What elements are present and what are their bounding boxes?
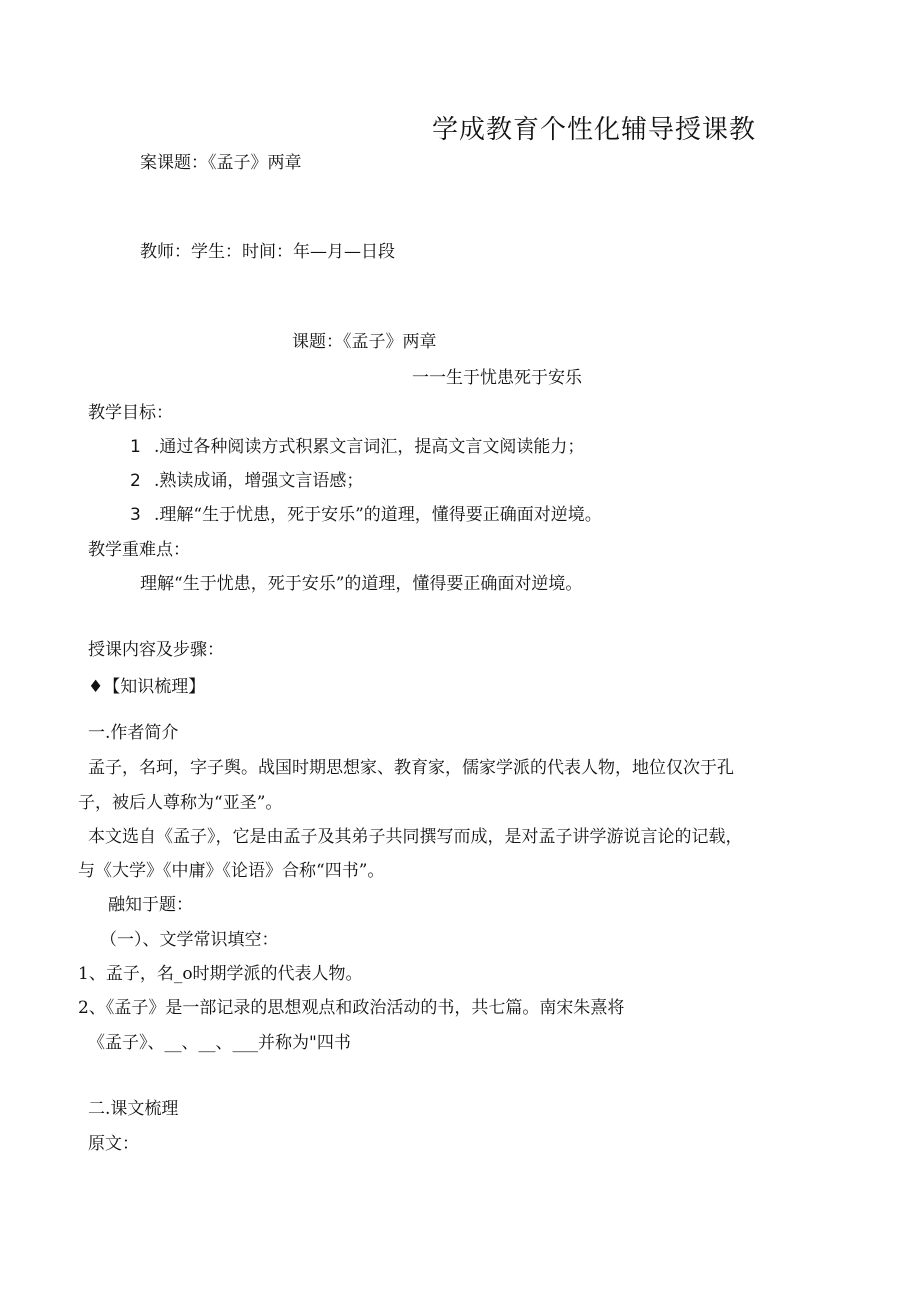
goal-item (130, 470, 363, 492)
goal-text: .理解“生于忧患，死于安乐”的道理，懂得要正确面对逆境。 (154, 505, 602, 525)
goal-item (130, 436, 584, 458)
author-heading: 一.作者简介 (88, 723, 179, 743)
practice-heading: 融知于题： (108, 895, 193, 915)
knowledge-heading: ♦【知识梳理】 (88, 677, 206, 697)
difficulty-heading: 教学重难点： (88, 540, 190, 560)
section-heading: （一）、文学常识填空： (100, 930, 279, 950)
text-heading: 二.课文梳理 (88, 1099, 179, 1119)
goal-number: 1 (130, 437, 141, 457)
author-paragraph-line: 子，被后人尊称为“亚圣”。 (78, 793, 283, 813)
goal-item (130, 504, 602, 526)
difficulty-text: 理解“生于忧患，死于安乐”的道理，懂得要正确面对逆境。 (140, 574, 583, 594)
goals-heading: 教学目标： (88, 403, 173, 423)
question-1: 1、孟子，名_o时期学派的代表人物。 (78, 964, 363, 984)
header-info-line: 教师：学生：时间：年—月—日段 (140, 242, 395, 262)
lesson-subtitle: 一一生于忧患死于安乐 (412, 368, 582, 388)
goal-number: 2 (130, 471, 141, 491)
source-paragraph-line: 本文选自《孟子》，它是由孟子及其弟子共同撰写而成，是对孟子讲学游说言论的记载， (88, 827, 743, 847)
original-text-label: 原文： (88, 1134, 139, 1154)
question-2-line: 《孟子》、__、__、___并称为"四书 (88, 1033, 351, 1053)
source-paragraph-line: 与《大学》《中庸》《论语》合称“四书”。 (78, 861, 385, 881)
document-title: 学成教育个性化辅导授课教 (432, 115, 757, 145)
question-2-line: 2、《孟子》是一部记录的思想观点和政治活动的书，共七篇。南宋朱熹将 (78, 998, 625, 1018)
goal-text: .熟读成诵，增强文言语感； (154, 471, 364, 491)
goal-number: 3 (130, 505, 141, 525)
author-paragraph-line: 孟子，名珂，字子舆。战国时期思想家、教育家，儒家学派的代表人物，地位仅次于孔 (88, 758, 734, 778)
content-heading: 授课内容及步骤： (88, 640, 224, 660)
goal-text: .通过各种阅读方式积累文言词汇，提高文言文阅读能力； (154, 437, 585, 457)
header-course-line: 案课题：《孟子》两章 (140, 153, 302, 173)
lesson-topic: 课题：《孟子》两章 (292, 332, 437, 352)
